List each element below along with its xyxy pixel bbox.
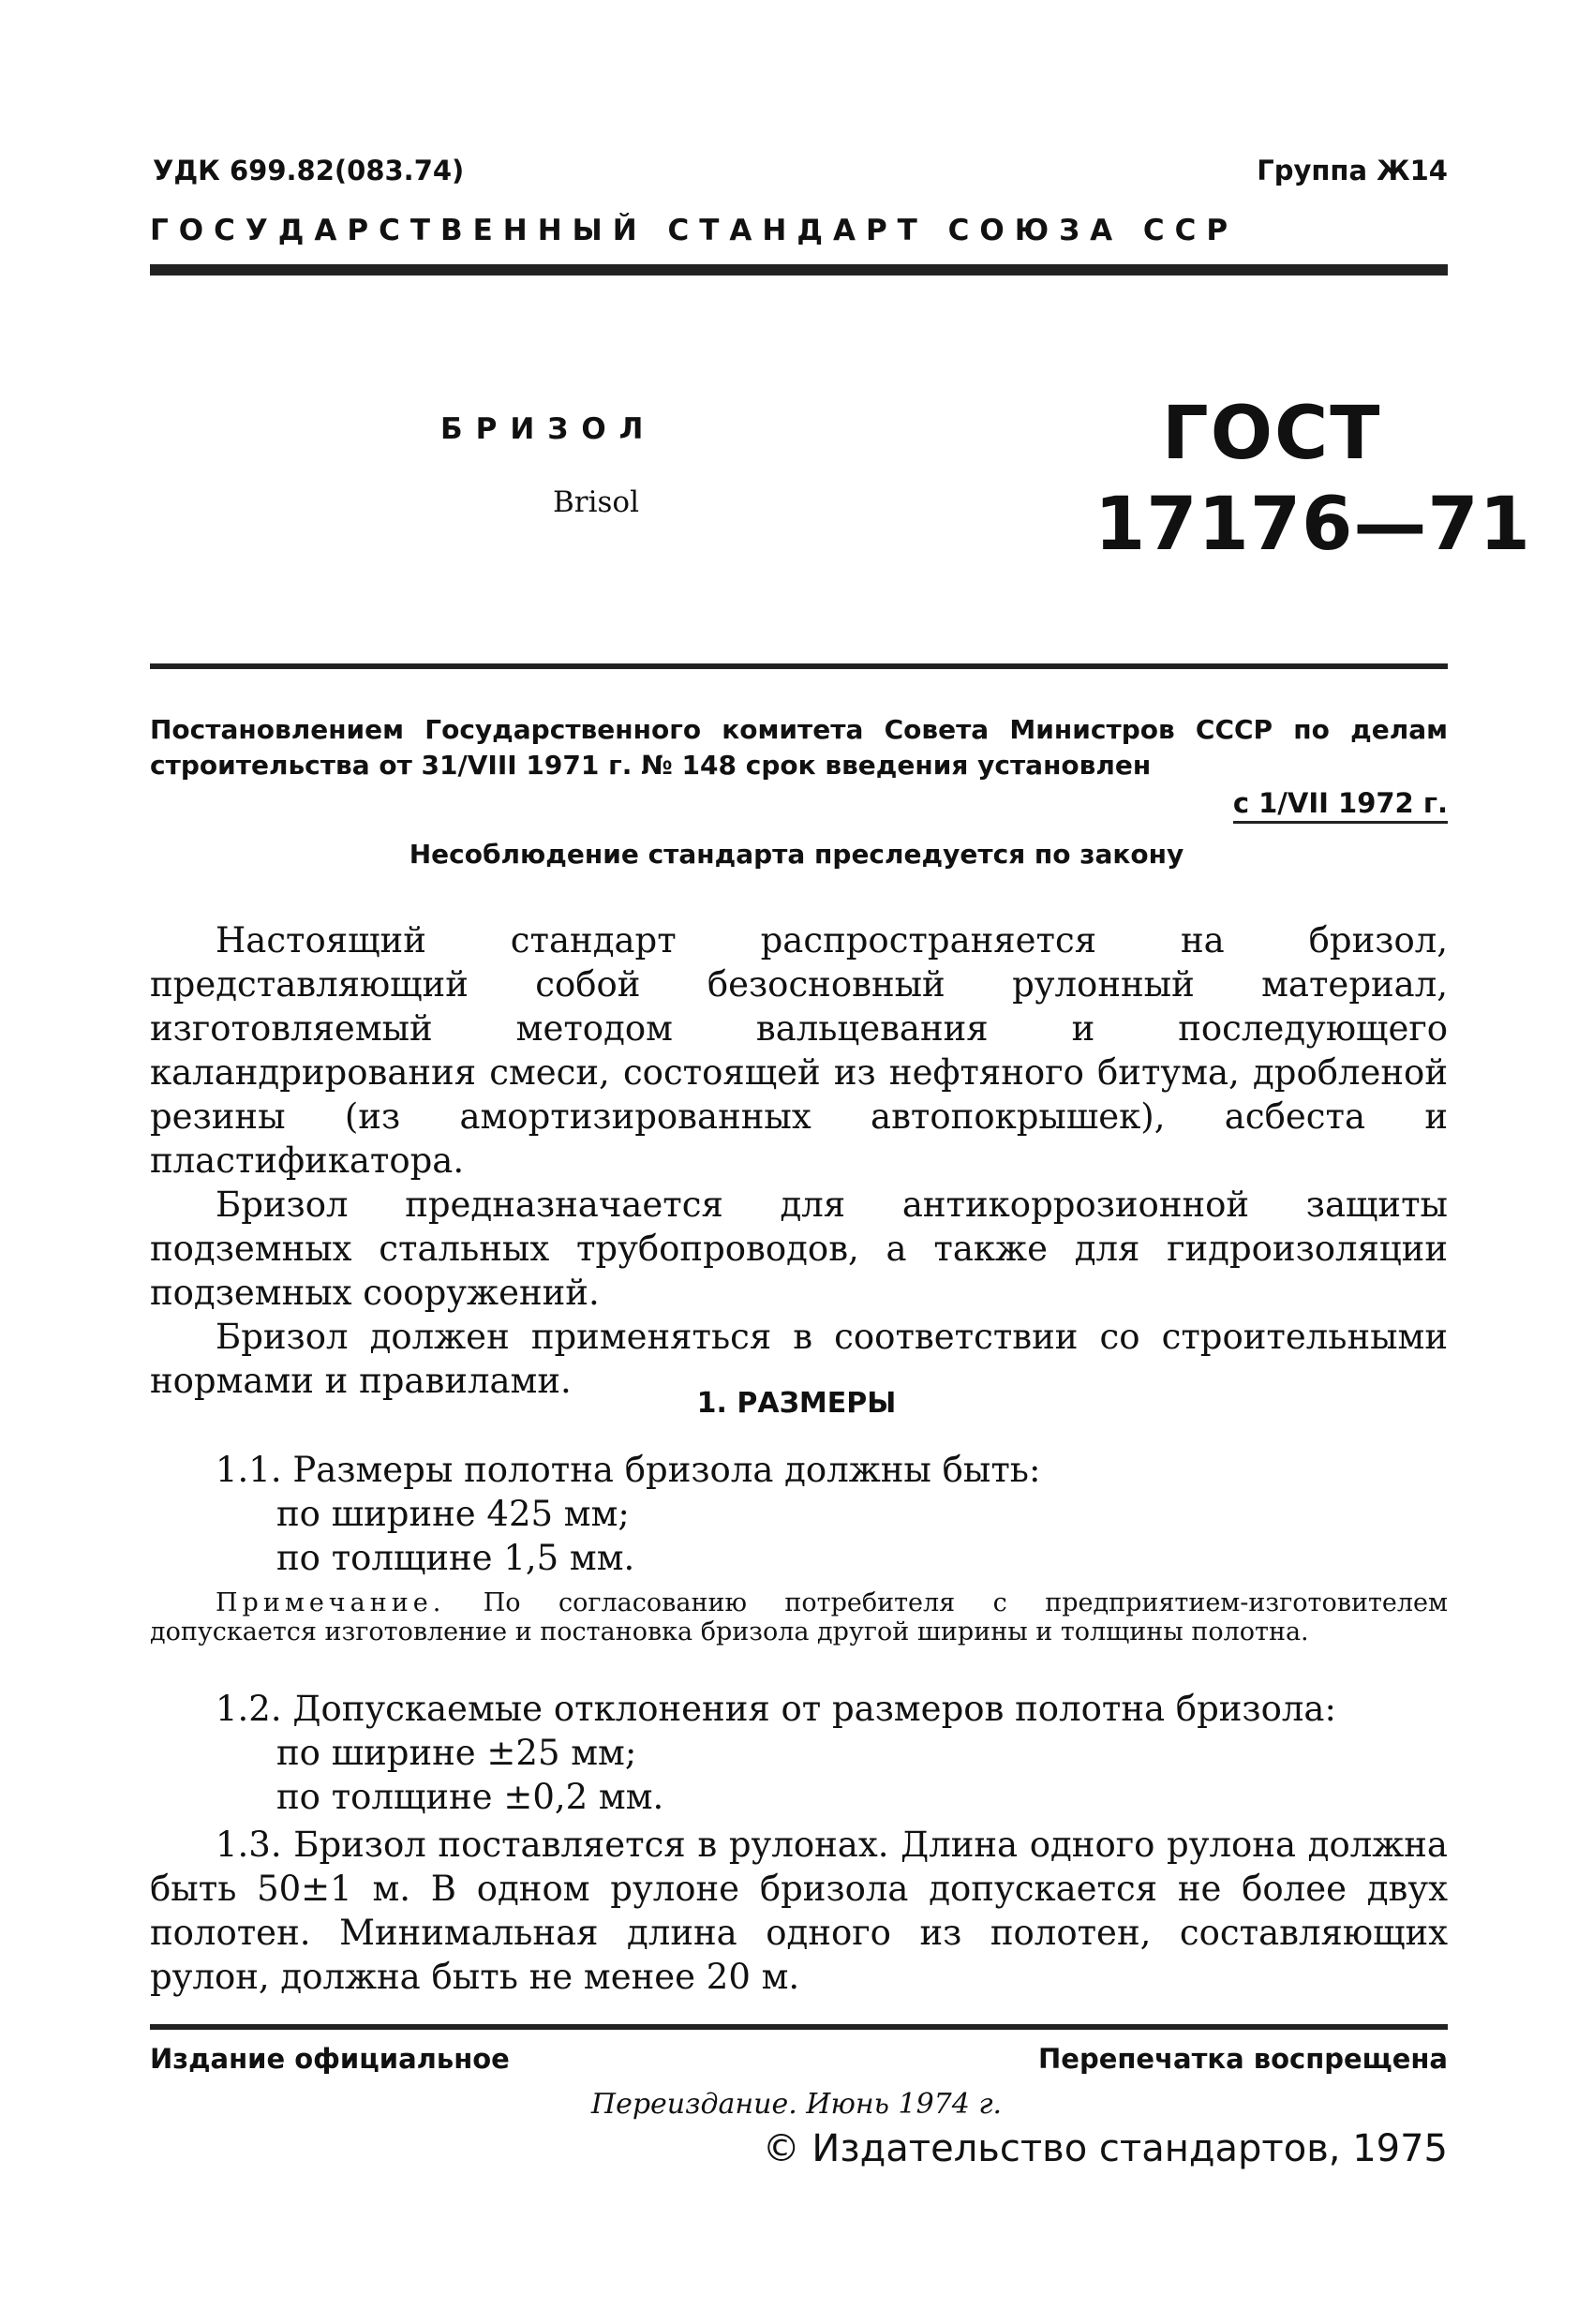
note-text: По согласованию потребителя с предприятием-изготовителем допускается изготовление и постановка бризола другой ширины и толщины полотна.: [150, 1588, 1448, 1646]
clause-width: по ширине 425 мм;: [276, 1494, 630, 1534]
intro-paragraph: Настоящий стандарт распространяется на бризол, представляющий собой безосновный рулонный материал, изготовляемый методом вальцевания и последующего каландрирования смеси, состоящей из нефтяного битума, дробленой резины (из амортизированных автопокрышек), асбеста и пластификатора.: [150, 920, 1448, 1181]
clause-text: 1.2. Допускаемые отклонения от размеров полотна бризола:: [216, 1689, 1336, 1729]
clause-text: 1.3. Бризол поставляется в рулонах. Длина одного рулона должна быть 50±1 м. В одном рулоне бризола допускается не более двух полотен. Минимальная длина одного из полотен, составляющих рулон, должна быть не менее 20 м.: [150, 1825, 1448, 1997]
note: [150, 1588, 1448, 1646]
intro-paragraph: Бризол предназначается для антикоррозионной защиты подземных стальных трубопроводов, а также для гидроизоляции подземных сооружений.: [150, 1184, 1448, 1313]
decree-text: Постановлением Государственного комитета Совета Министров СССР по делам строительства от 31/VIII 1971 г. № 148 срок введения установлен: [150, 714, 1448, 781]
effective-date: с 1/VII 1972 г.: [1233, 787, 1448, 824]
group-code: Группа Ж14: [1257, 155, 1448, 186]
clause-1-1: [150, 1448, 1448, 1580]
bottom-rule: [150, 2024, 1448, 2030]
middle-rule: [150, 663, 1448, 669]
clause-thickness: по толщине 1,5 мм.: [276, 1538, 635, 1578]
reprint-notice: Перепечатка воспрещена: [1038, 2043, 1448, 2075]
clause-thickness-tolerance: по толщине ±0,2 мм.: [276, 1777, 664, 1817]
clause-1-3: [150, 1823, 1448, 1999]
standard-banner: ГОСУДАРСТВЕННЫЙ СТАНДАРТ СОЮЗА ССР: [150, 214, 1239, 247]
intro-section: [150, 918, 1448, 1403]
publisher: © Издательство стандартов, 1975: [762, 2127, 1448, 2170]
intro-paragraph: Бризол должен применяться в соответствии со строительными нормами и правилами.: [150, 1317, 1448, 1401]
document-title: БРИЗОЛ: [440, 412, 657, 446]
top-rule: [150, 264, 1448, 276]
udk-code: УДК 699.82(083.74): [153, 155, 465, 186]
clause-1-2: [150, 1687, 1448, 1819]
gost-label: ГОСТ: [1162, 392, 1382, 476]
note-label: Примечание.: [216, 1588, 446, 1617]
section-heading: 1. РАЗМЕРЫ: [696, 1387, 897, 1420]
clause-text: 1.1. Размеры полотна бризола должны быть:: [216, 1450, 1041, 1490]
document-title-english: Brisol: [553, 485, 640, 519]
gost-number: 17176—71: [1094, 483, 1531, 567]
official-edition: Издание официальное: [150, 2043, 510, 2075]
clause-width-tolerance: по ширине ±25 мм;: [276, 1733, 637, 1773]
violation-notice: Несоблюдение стандарта преследуется по закону: [409, 839, 1184, 870]
reissue-note: Переиздание. Июнь 1974 г.: [590, 2088, 1003, 2121]
